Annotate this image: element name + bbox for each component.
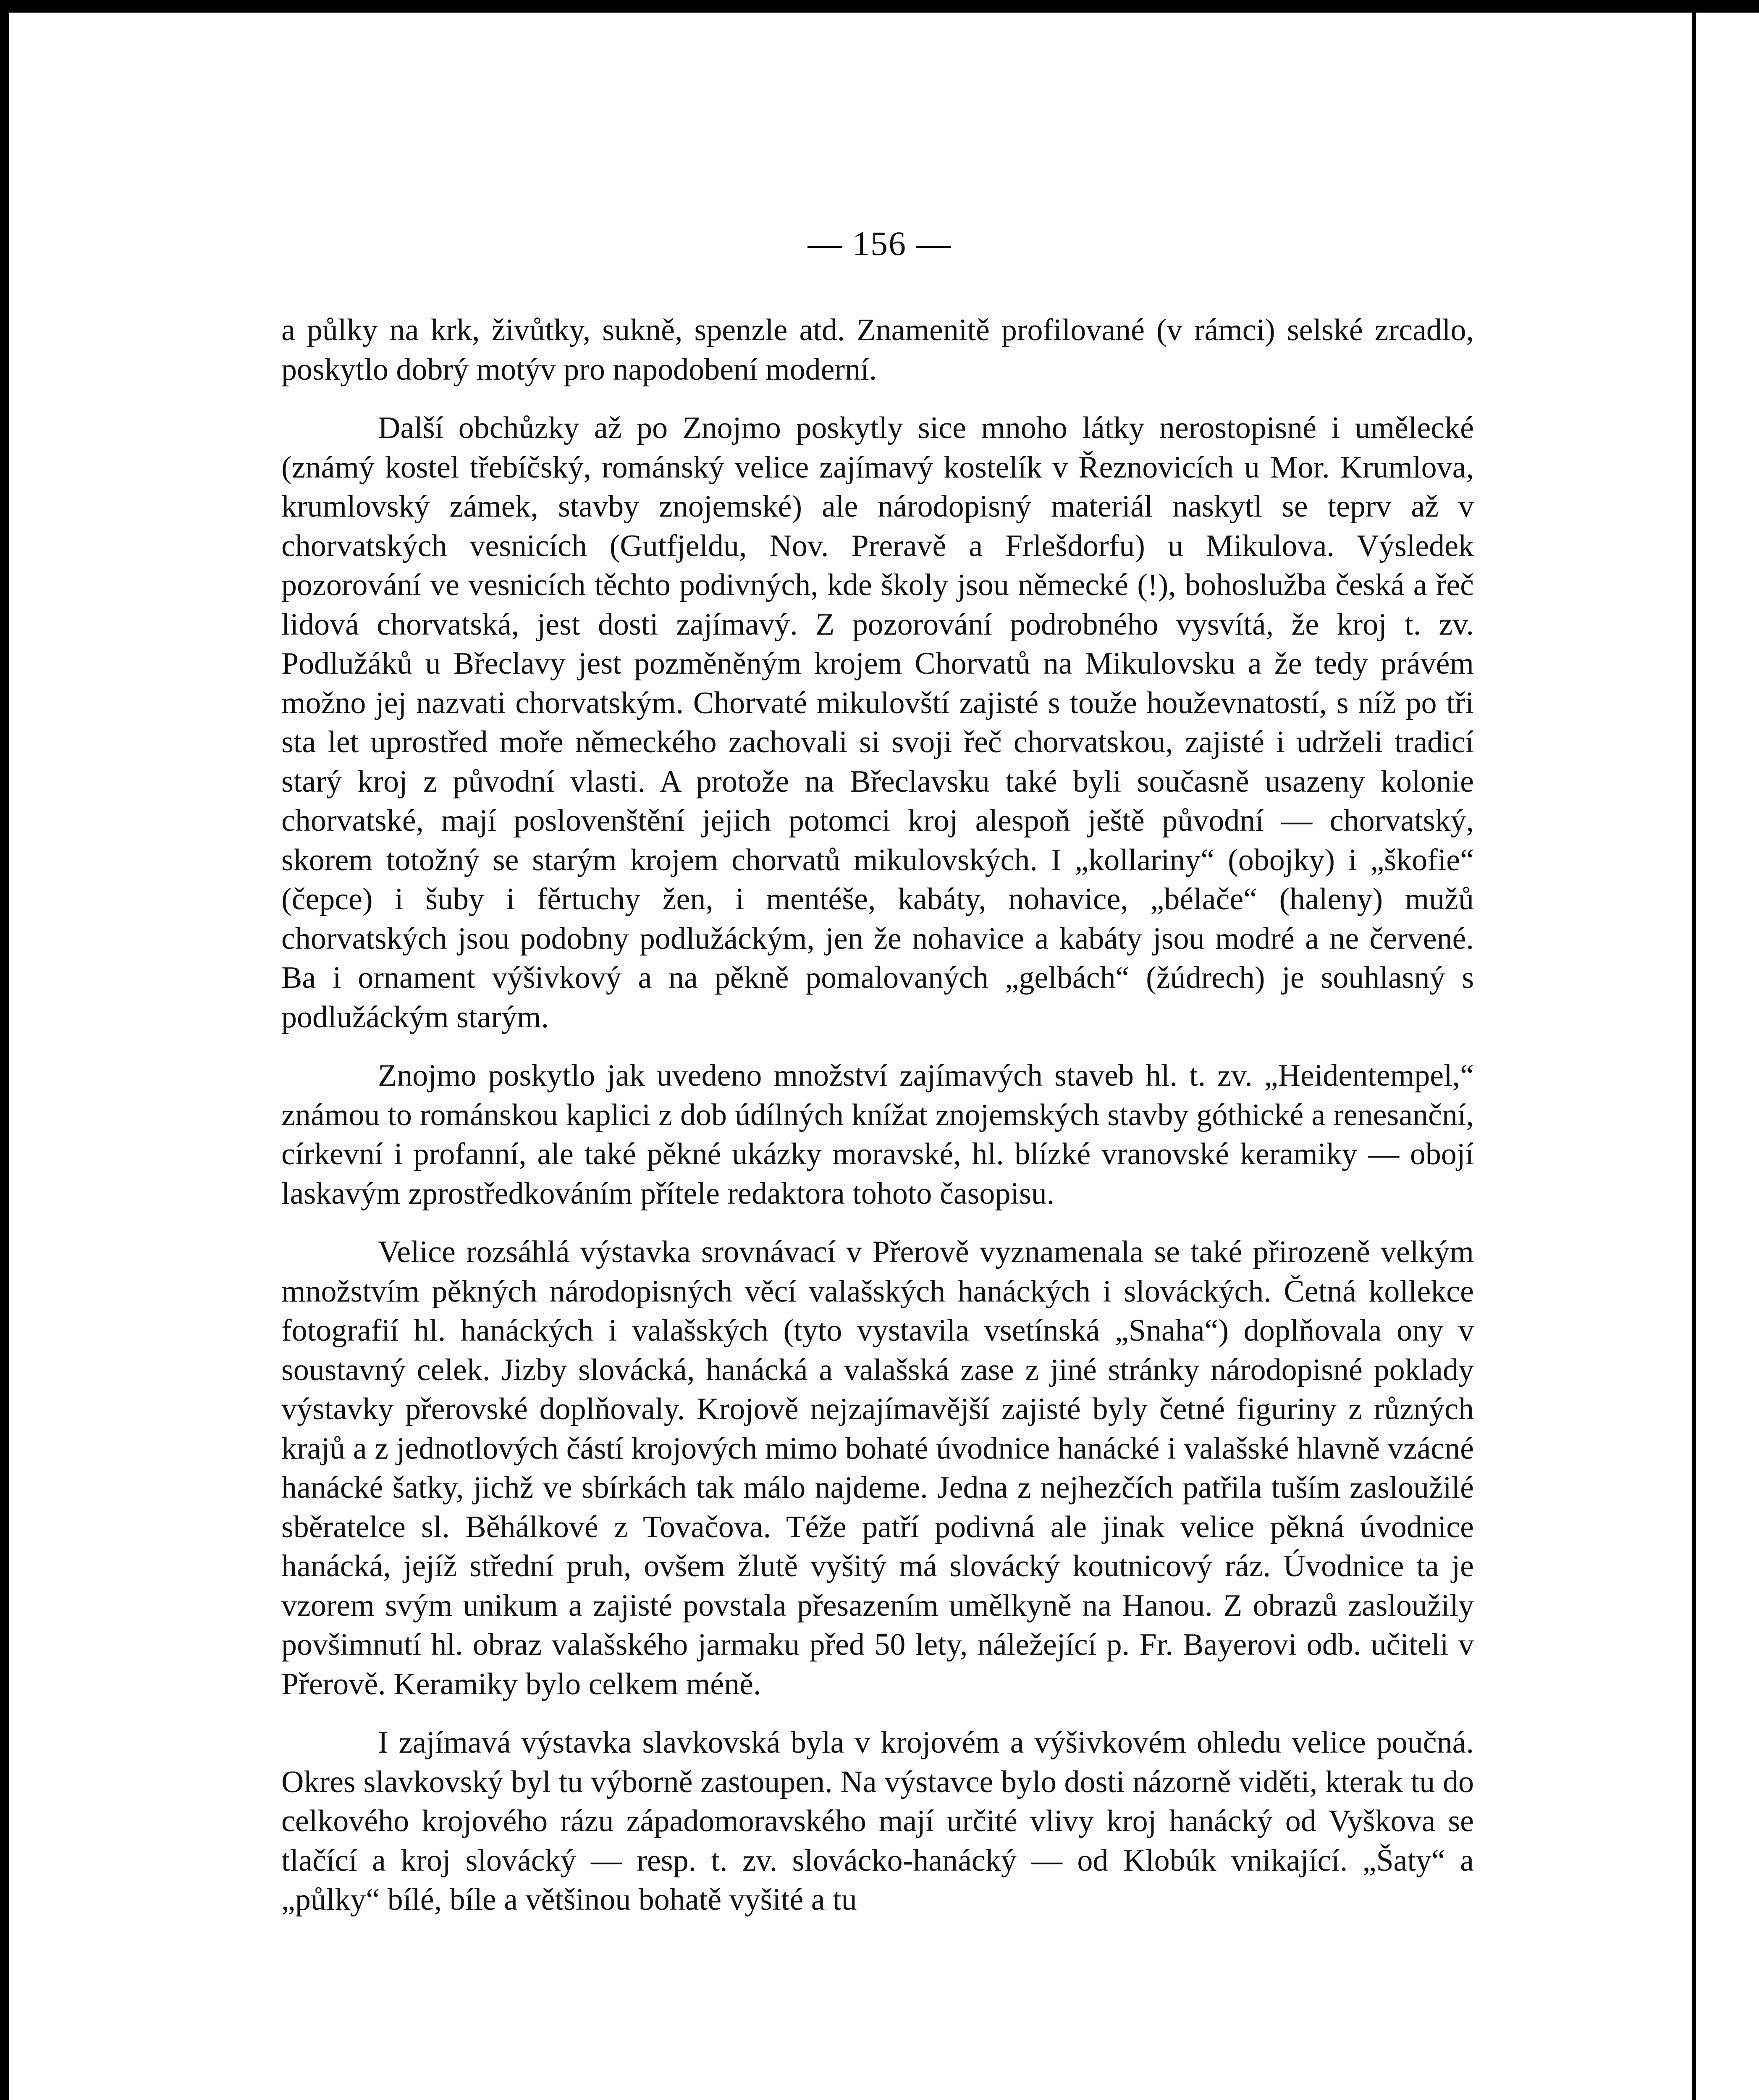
paragraph: Znojmo poskytlo jak uvedeno množství zajímavých staveb hl. t. zv. „Heidentempel,“ známou to románskou kaplici z dob údílných knížat znojemských stavby góthické a renesanční, církevní i profanní, ale také pěkné ukázky moravské, hl. blízké vranovské keramiky — obojí laskavým zprostředkováním přítele redaktora tohoto časopisu. (281, 1058, 1474, 1211)
body-text (281, 311, 1474, 1939)
paragraph: Velice rozsáhlá výstavka srovnávací v Přerově vyznamenala se také přirozeně velkým množstvím pěkných národopisných věcí valašských hanáckých i slováckých. Četná kollekce fotografií hl. hanáckých i valašských (tyto vystavila vsetínská „Snaha“) doplňovala ony v soustavný celek. Jizby slovácká, hanácká a valašská zase z jiné stránky národopisné poklady výstavky přerovské doplňovaly. Krojově nejzajímavější zajisté byly četné figuriny z různých krajů a z jednotlových částí krojových mimo bohaté úvodnice hanácké i valašské hlavně vzácné hanácké šatky, jichž ve sbírkách tak málo najdeme. Jedna z nejhezčích patřila tuším zasloužilé sběratelce sl. Běhálkové z Tovačova. Téže patří podivná ale jinak velice pěkná úvodnice hanácká, jejíž střední pruh, ovšem žlutě vyšitý má slovácký koutnicový ráz. Úvodnice ta je vzorem svým unikum a zajisté povstala přesazením umělkyně na Hanou. Z obrazů zasloužily povšimnutí hl. obraz valašského jarmaku před 50 lety, náležející p. Fr. Bayerovi odb. učiteli v Přerově. Keramiky bylo celkem méně. (281, 1235, 1474, 1701)
paragraph: a půlky na krk, živůtky, sukně, spenzle atd. Znamenitě profilované (v rámci) selské zrcadlo, poskytlo dobrý motýv pro napodobení moderní. (281, 313, 1474, 387)
paragraph: I zajímavá výstavka slavkovská byla v krojovém a výšivkovém ohledu velice poučná. Okres slavkovský byl tu výborně zastoupen. Na výstavce bylo dosti názorně viděti, kterak tu do celkového krojového rázu západomoravského mají určité vlivy kroj hanácký od Vyškova se tlačící a kroj slovácký — resp. t. zv. slovácko-hanácký — od Klobúk vnikající. „Šaty“ a „půlky“ bílé, bíle a většinou bohatě vyšité a tu (281, 1725, 1474, 1917)
page-number: — 156 — (807, 224, 952, 262)
paragraph: Další obchůzky až po Znojmo poskytly sice mnoho látky nerostopisné i umělecké (známý kostel třebíčský, románský velice zajímavý kostelík v Řeznovicích u Mor. Krumlova, krumlovský zámek, stavby znojemské) ale národopisný materiál naskytl se teprv až v chorvatských vesnicích (Gutfjeldu, Nov. Preravě a Frlešdorfu) u Mikulova. Výsledek pozorování ve vesnicích těchto podivných, kde školy jsou německé (!), bohoslužba česká a řeč lidová chorvatská, jest dosti zajímavý. Z pozorování podrobného vysvítá, že kroj t. zv. Podlužáků u Břeclavy jest pozměněným krojem Chorvatů na Mikulovsku a že tedy právém možno jej nazvati chorvatským. Chorvaté mikulovští zajisté s touže houževnatostí, s níž po tři sta let uprostřed moře německého zachovali si svoji řeč chorvatskou, zajisté i udrželi tradicí starý kroj z původní vlasti. A protože na Břeclavsku také byli současně usazeny kolonie chorvatské, mají poslovenštění jejich potomci kroj alespoň ještě původní — chorvatský, skorem totožný se starým krojem chorvatů mikulovských. I „kollariny“ (obojky) i „škofie“ (čepce) i šuby i fěrtuchy žen, i mentéše, kabáty, nohavice, „bélače“ (haleny) mužů chorvatských jsou podobny podlužáckým, jen že nohavice a kabáty jsou modré a ne červené. Ba i ornament výšivkový a na pěkně pomalovaných „gelbách“ (žúdrech) je souhlasný s podlužáckým starým. (281, 411, 1474, 1034)
right-margin-rule (1692, 13, 1696, 2100)
